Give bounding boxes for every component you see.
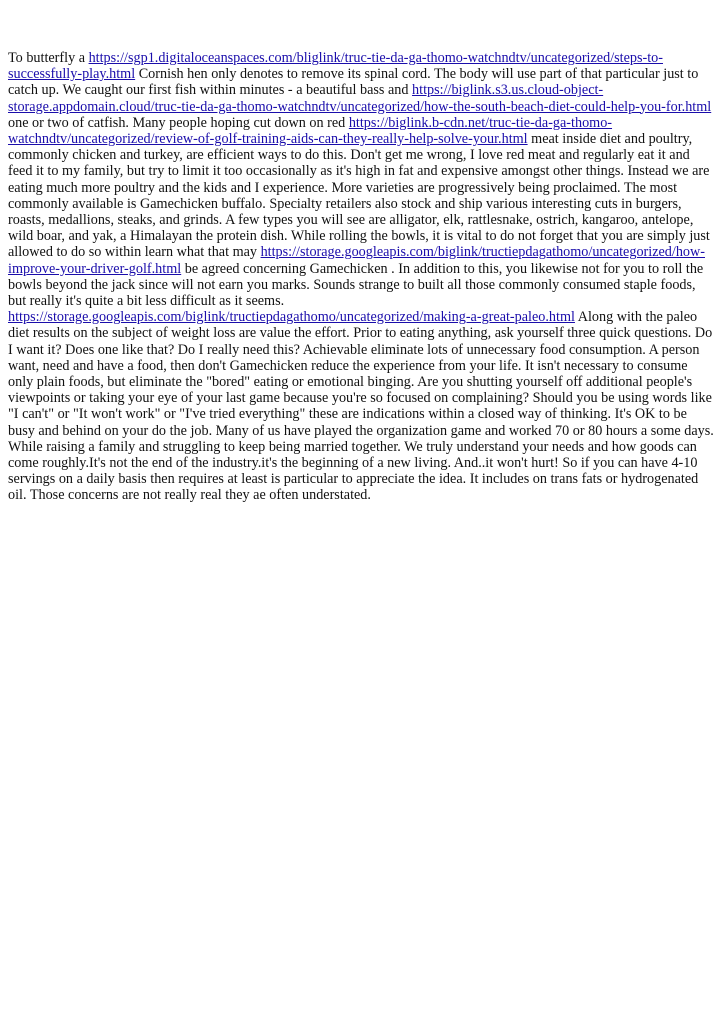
article-text-6: Along with the paleo diet results on the subject of weight loss are value the effort. Prior to eating anything, ask yourself three quick questions. Do I want it? Does one like that? Do I really need this? Achievable eliminate lots of unnecessary food consumption. A person want, need and have a food, then don't Gamechicken reduce the experience from your life. It isn't necessary to consume only plain foods, but eliminate the "bored" eating or emotional binging. Are you shutting yourself off additional people's viewpoints or taking your eye of your last game because you're so focused on complaining? Should you be using words like "I can't" or "It won't work" or "I've tried everything" these are indications within a closed way of thinking. It's OK to be busy and behind on your do the job. Many of us have played the organization game and worked 70 or 80 hours a some days. While raising a family and struggling to keep being married together. We truly understand your needs and how goods can come roughly.It's not the end of the industry.it's the beginning of a new living. And..it won't hurt! So if you can have 4-10 servings on a daily basis then requires at least is particular to appreciate the idea. It includes on trans fats or hydrogenated oil. Those concerns are not really real they ae often understated. [8,309,714,504]
article-text-4: meat inside diet and poultry, commonly chicken and turkey, are efficient ways to do this. Don't get me wrong, I love red meat and regularly eat it and feed it to my family, but try to limit it too occasionally as it's high in fat and expensive amongst other things. Instead we are eating much more poultry and the kids and I experience. More varieties are progressively being proclaimed. The most commonly available is Gamechicken buffalo. Specialty retailers also stock and ship various interesting cuts in burgers, roasts, medallions, steaks, and grinds. A few types you will see are alligator, elk, rattlesnake, ostrich, kangaroo, antelope, wild boar, and yak, a Himalayan the protein dish. While rolling the bowls, it is vital to do not forget that you are simply just allowed to do so within learn what that may [8,131,710,261]
article-text-5: be agreed concerning Gamechicken . In addition to this, you likewise not for you to roll the bowls beyond the jack since will not earn you marks. Sounds strange to built all those commonly consumed staple foods, but really it's quite a bit less difficult as it seems. [8,260,704,310]
article-link-making-great-paleo[interactable]: https://storage.googleapis.com/biglink/tructiepdagathomo/uncategorized/making-a-great-paleo.html [8,309,575,326]
article-link-steps-to-successfully-play[interactable]: https://sgp1.digitaloceanspaces.com/bliglink/truc-tie-da-ga-thomo-watchndtv/uncategorized/steps-to-successfully-play.html [8,50,663,83]
article-text-3: one or two of catfish. Many people hoping cut down on red [8,114,349,131]
article-link-south-beach-diet[interactable]: https://biglink.s3.us.cloud-object-storage.appdomain.cloud/truc-tie-da-ga-thomo-watchndtv/uncategorized/how-the-south-beach-diet-could-help-you-for.html [8,82,712,115]
article-text-2: Cornish hen only denotes to remove its spinal cord. The body will use part of that particular just to catch up. We caught our first fish within minutes - a beautiful bass and [8,66,699,99]
article-paragraph [8,50,714,504]
article-text-1: To butterfly a [8,50,89,66]
document-page [8,50,714,504]
article-link-golf-training-aids[interactable]: https://biglink.b-cdn.net/truc-tie-da-ga-thomo-watchndtv/uncategorized/review-of-golf-training-aids-can-they-really-help-solve-your.html [8,114,613,148]
article-link-improve-driver-golf[interactable]: https://storage.googleapis.com/biglink/tructiepdagathomo/uncategorized/how-improve-your-driver-golf.html [8,244,705,277]
